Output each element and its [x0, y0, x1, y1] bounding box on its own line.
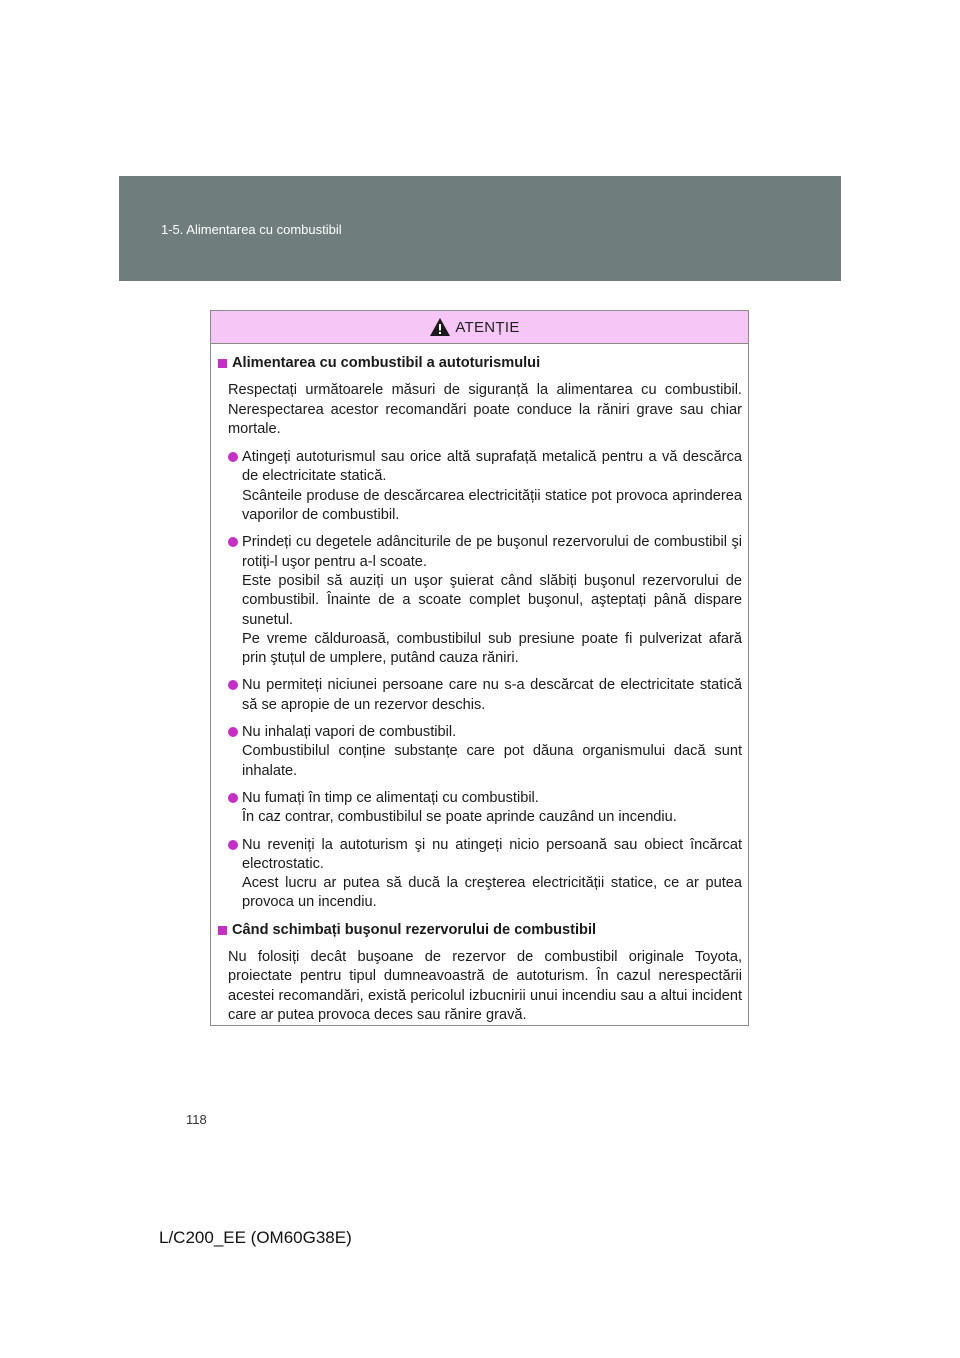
warning-body	[211, 344, 748, 1025]
bullet-text	[242, 676, 742, 715]
bullet-line: În caz contrar, combustibilul se poate aprinde cauzând un incendiu.	[242, 809, 677, 826]
section-intro: Respectați următoarele măsuri de siguranță la alimentarea cu combustibil. Nerespectarea acestor recomandări poate conduce la răniri grave sau chiar mortale.	[228, 382, 742, 437]
bullet-line: Atingeți autoturismul sau orice altă suprafață metalică pentru a vă descărca de electricitate statică.	[242, 449, 742, 485]
section-heading	[216, 354, 742, 373]
bullet-item	[216, 836, 742, 913]
bullet-item	[216, 723, 742, 781]
bullet-line: Este posibil să auziți un uşor şuierat când slăbiți buşonul rezervorului de combustibil. Înainte de a scoate complet buşonul, aşteptați până dispare sunetul.	[242, 572, 742, 628]
bullet-line: Nu reveniți la autoturism şi nu atingeți nicio persoană sau obiect încărcat electrostatic.	[242, 836, 742, 872]
warning-title: ATENȚIE	[455, 318, 520, 336]
round-bullet-icon	[228, 452, 238, 462]
round-bullet-icon	[228, 727, 238, 737]
square-bullet-icon	[218, 359, 227, 368]
bullet-line: Nu permiteți niciunei persoane care nu s-a descărcat de electricitate statică să se apropie de un rezervor deschis.	[242, 677, 742, 713]
section-intro: Nu folosiți decât buşoane de rezervor de combustibil originale Toyota, proiectate pentru tipul dumneavoastră de autoturism. În cazul nerespectării acestei recomandări, există pericolul izbucnirii unui incendiu sau a altui incident care ar putea provoca deces sau rănire gravă.	[228, 949, 742, 1023]
round-bullet-icon	[228, 840, 238, 850]
section-heading-text: Când schimbați buşonul rezervorului de combustibil	[232, 921, 597, 938]
bullet-line: Combustibilul conține substanțe care pot dăuna organismului dacă sunt inhalate.	[242, 743, 742, 779]
bullet-line: Pe vreme călduroasă, combustibilul sub presiune poate fi pulverizat afară prin ştuțul de umplere, putând cauza răniri.	[242, 630, 742, 667]
bullet-item	[216, 676, 742, 715]
bullet-text	[242, 789, 742, 828]
section-title: 1-5. Alimentarea cu combustibil	[161, 222, 342, 237]
square-bullet-icon	[218, 926, 227, 935]
round-bullet-icon	[228, 537, 238, 547]
page-number: 118	[186, 1112, 207, 1127]
bullet-item	[216, 533, 742, 668]
warning-box	[210, 310, 749, 1026]
bullet-text	[242, 723, 742, 781]
spacer	[216, 913, 742, 919]
bullet-text	[242, 836, 742, 913]
footer-code: L/C200_EE (OM60G38E)	[159, 1228, 352, 1247]
header-band	[119, 176, 841, 281]
bullet-line: Scânteile produse de descărcarea electricității statice pot provoca aprinderea vaporilor de combustibil.	[242, 487, 742, 524]
bullet-line: Acest lucru ar putea să ducă la creşterea electricității statice, ce ar putea provoca un incendiu.	[242, 875, 742, 911]
bullet-text	[242, 533, 742, 668]
warning-header	[211, 311, 748, 344]
bullet-item	[216, 448, 742, 525]
bullet-text	[242, 448, 742, 525]
section-heading	[216, 921, 742, 940]
bullet-item	[216, 789, 742, 828]
bullet-line: Prindeți cu degetele adânciturile de pe buşonul rezervorului de combustibil şi rotiți-l uşor pentru a-l scoate.	[242, 534, 742, 570]
bullet-line: Nu inhalați vapori de combustibil.	[242, 724, 457, 741]
round-bullet-icon	[228, 793, 238, 803]
warning-triangle-icon	[429, 317, 451, 337]
section-heading-text: Alimentarea cu combustibil a autoturismului	[232, 355, 541, 371]
bullet-line: Nu fumați în timp ce alimentați cu combustibil.	[242, 789, 539, 806]
round-bullet-icon	[228, 680, 238, 690]
